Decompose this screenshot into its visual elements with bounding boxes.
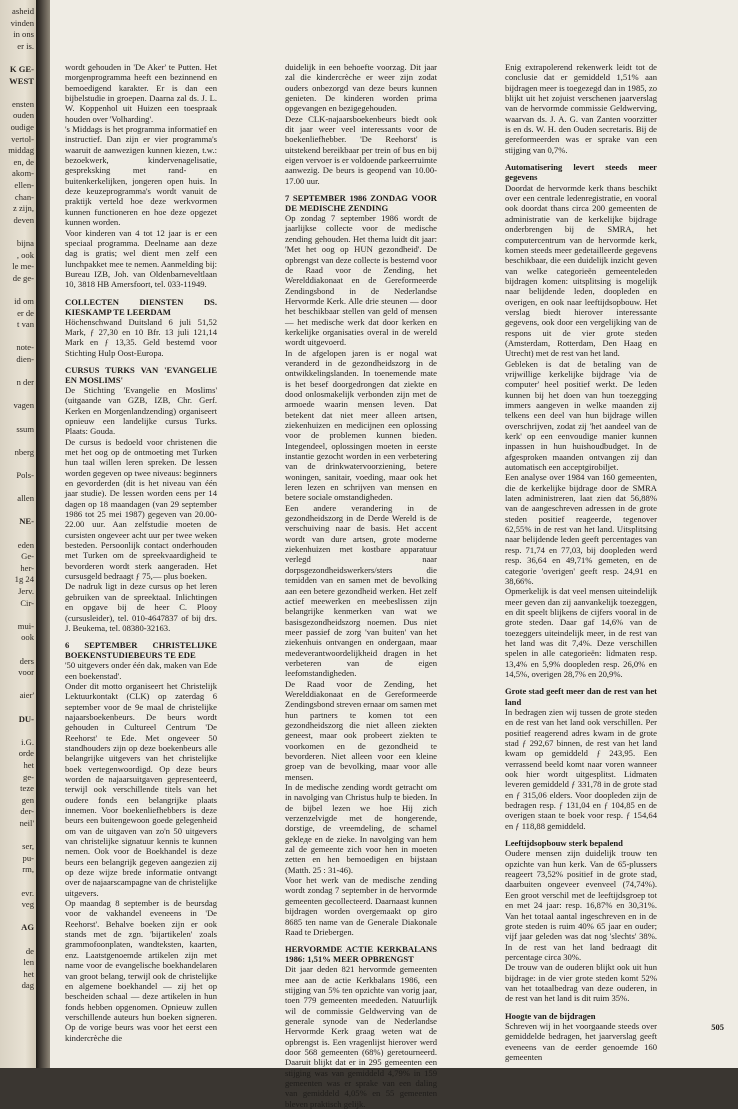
book-gutter (36, 0, 50, 1068)
prev-page-fragment: akom- (12, 168, 34, 179)
prev-page-fragment: dien- (16, 354, 34, 364)
prev-page-fragment: i.G. (21, 736, 34, 747)
column-3 (505, 62, 657, 1062)
section-heading: 6 SEPTEMBER CHRISTELIJKE BOEKENSTUDIEBEURS TE EDE (65, 640, 217, 661)
prev-page-fragment: neil' (19, 818, 34, 828)
prev-page-fragment: middag (8, 145, 34, 156)
prev-page-fragment: oudige (10, 122, 34, 132)
prev-page-fragment: ellen- (14, 180, 34, 190)
prev-page-fragment: n der (16, 377, 34, 388)
prev-page-fragment: rm, (22, 864, 34, 875)
prev-page-fragment: voor (18, 667, 34, 678)
paragraph: In de medische zending wordt getracht om in navolging van Christus hulp te bieden. In de bijbel lezen we hoe Hij zich verzenzelvigde met de hongerende, dorstige, de vreemdeling, de schamel gekleде en de zieke. In navolging van hem zal de gemeente zich voor hen in moeten zetten en hen bemoedigen en bijstaan (Matth. 25 : 31-46). (285, 782, 437, 875)
prev-page-fragment: NE- (19, 516, 34, 527)
prev-page-fragment: le me- (12, 261, 34, 272)
prev-page-fragment: chan- (14, 191, 34, 202)
column-2 (285, 62, 437, 1109)
prev-page-fragment: ser, (22, 841, 34, 852)
paragraph: Höchenschwand Duitsland 6 juli 51,52 Mark, ƒ 27,30 en 10 Bfr. 13 juli 121,14 Mark en ƒ 13,35. Geld bestemd voor Stichting Hulp Oost-Europa. (65, 316, 217, 358)
prev-page-fragment: t van (17, 319, 34, 330)
previous-page-edge (0, 0, 36, 1068)
prev-page-fragment: en, de (13, 156, 34, 167)
paragraph: Deze CLK-najaarsboekenbeurs biedt ook dit jaar weer veel interessants voor de boekenliefhebber. 'De Reehorst' is uitstekend bereikbaar per trein of bus en bij eigen vervoer is er voldoende parkeerruimte aanwezig. De beurs is geopend van 10.00-17.00 uur. (285, 113, 437, 186)
prev-page-fragment: de (25, 945, 34, 956)
section-heading: COLLECTEN DIENSTEN DS. KIESKAMP TE LEERDAM (65, 296, 217, 317)
paragraph: Oudere mensen zijn duidelijk trouw ten opzichte van hun kerk. Van de 65-plussers reageert 73,52% positief in de grote stad, daarbuiten ongeveer evenveel (74,74%). Een groot verschil met de leeftijdsgroep tot en met 24 jaar: resp. 16,87% en 30,31%. Van het totaal aantal ingeschreven en in de grote steden is ruim 40% 65 jaar en ouder; vijf jaar geleden was dat nog 'slechts' 38%. In de rest van het land bedraagt dit percentage circa 30%. (505, 848, 657, 962)
prev-page-fragment: deven (13, 214, 34, 225)
column-1 (65, 62, 217, 1043)
paragraph: Op zondag 7 september 1986 wordt de jaarlijkse collecte voor de medische zending gehouden. Het thema luidt dit jaar: 'Met het oog op HUN gezondheid'. De opbrengst van deze collecte is bestemd voor de Raad voor de Zending, het Werelddiakonaat en de Gereformeerde Zendingsbond in de Nederlandse Hervormde Kerk. Alle drie steunen — door het beschikbaar stellen van geld of mensen — het medische werk dat door kerken en kerkelijke organisaties overal in de wereld wordt uitgevoerd. (285, 213, 437, 348)
prev-page-fragment: de ge- (12, 272, 34, 283)
paragraph: Een analyse over 1984 van 160 gemeenten, die de kerkelijke bijdrage door de SMRA laten administreren, laat zien dat 56,88% van de aangeschreven adressen in de grote steden positief reageerde, tegenover 62,55% in de rest van het land. Uitsplitsing naar belijdende leden geeft percentages van resp. 71,74 en 77,03, bij doopleden werd resp. 36,64 en 49,71% gemeten, en de categorie 'overigen' geeft resp. 24,91 en 38,66%. (505, 472, 657, 586)
paragraph: In de afgelopen jaren is er nogal wat veranderd in de gezondheidszorg in de ontwikkelingslanden. In toenemende mate is het besef doorgedrongen dat ziekte en dood onlosmakelijk verbonden zijn met de armoede waarin mensen leven. Dat betekent dat niet meer alleen artsen, ziekenhuizen en medicijnen een oplossing voor de problemen kunnen bieden. Integendeel, oplossingen moeten in eerste instantie gezocht worden in een verbetering van de drinkwatervoorziening, betere woningen, sanitair, voeding, maar ook het leren lezen en schrijven van mensen en betere sociale omstandigheden. (285, 347, 437, 503)
prev-page-fragment: pu- (22, 852, 34, 863)
prev-page-fragment: allen (17, 493, 34, 504)
paragraph: De cursus is bedoeld voor christenen die met het oog op de ontmoeting met Turken hun taal willen leren spreken. De lessen worden gegeven op twee niveaus: beginners en gevorderden (dit is het niveau van één jaar studie). De lessen worden eens per 14 dagen op 18 maandagen (van 29 september 1986 tot 25 mei 1987) gegeven van 20.00-22.00 uur. Aan zelfstudie moeten de cursisten ongeveer acht uur per twee weken besteden. Persoonlijk contact onderhouden met Turken om de spreekvaardigheid te bevorderen wordt sterk aangeraden. Het cursusgeld bedraagt ƒ 75,— plus boeken. (65, 436, 218, 582)
prev-page-fragment: Pols- (16, 470, 34, 480)
paragraph: Een andere verandering in de gezondheidszorg in de Derde Wereld is de verschuiving naar de basis. Het accent wordt van dure artsen, grote moderne ziekenhuizen met kostbare apparatuur verlegd naar dorpsgezondheidswerkers/sters die temidden van en samen met de bevolking aan een betere gezondheid werken. Het zelf actief meewerken en meebeslissen zijn belangrijke kenmerken van wat we basisgezondheidszorg noemen. Dus niet meer passief de zorg 'van buiten' van het ziekenhuis ontvangen en ondergaan, maar medeverantwoordelijkheid dragen in het verbeteren van de eigen leefomstandigheden. (285, 502, 437, 679)
prev-page-fragment: vagen (13, 400, 34, 411)
prev-page-fragment: note- (16, 342, 34, 353)
prev-page-fragment: er de (17, 307, 34, 318)
paragraph: In bedragen zien wij tussen de grote steden en de rest van het land ook verschillen. Per positief reagerend adres kwam in de grote stad ƒ 292,67 binnen, de rest van het land kwam op gemiddeld ƒ 243,95. Een verrassend beeld komt naar voren wanneer ook hier wordt uitgesplitst. Lidmaten leveren gemiddeld ƒ 331,78 in de grote stad en ƒ 315,06 elders. Voor doopleden zijn de bedragen resp. ƒ 131,04 en ƒ 104,85 en de overigen staan te boek voor resp. ƒ 154,64 en ƒ 118,88 gemiddeld. (505, 706, 657, 831)
prev-page-fragment: ook (21, 632, 34, 643)
prev-page-fragment: het (23, 968, 34, 979)
prev-page-fragment: ensten (12, 98, 34, 109)
prev-page-fragment: aier' (19, 690, 34, 701)
paragraph: '50 uitgevers onder één dak, maken van Ede een boekenstad'. (65, 660, 217, 681)
prev-page-fragment: Ge- (21, 551, 34, 562)
paragraph: Onder dit motto organiseert het Christelijk Lektuurkontakt (CLK) op zaterdag 6 september voor de 9e maal de christelijke najaarsboekenbeurs. De beurs wordt gehouden in Cultureel Centrum 'De Reehorst' te Ede. Met ongeveer 50 standhouders zijn op deze boekenbeurs alle belangrijke uitgevers van het christelijke boek vertegenwoordigd. Op deze beurs worden de najaarsuitgaven gepresenteerd, terwijl ook verschillende titels van het oudere fonds een belangrijke plaats innemen. Voor boekenliefhebbers is deze beurs een buitengewoon goede gelegenheid om van de uitgaven van zo'n 50 uitgevers van christelijke signatuur kennis te kunnen nemen. Ook voor de Boekhandel is deze beurs een belangrijk gegeven aangezien zij op deze wijze brede informatie ontvangt over de najaarscampagne van de christelijke uitgevers. (65, 680, 217, 898)
paragraph: Doordat de hervormde kerk thans beschikt over een centrale ledenregistratie, en vooral ook doordat thans circa 200 gemeenten de administratie van de kerkelijke bijdrage onderbrengen bij de SMRA, het computercentrum van de hervormde kerk, komen steeds meer gedetailleerde gegevens beschikbaar, die een duidelijk inzicht geven van welke categorieën gemeenteleden bijdragen komen: uitsplitsing is mogelijk naar belijdende leden, doopleden en overigen, en ook naar leeftijdsopbouw. Het verslag biedt hierover interessante gegevens, ook door een vergelijking van de respons uit de vier grote steden (Amsterdam, Rotterdam, Den Haag en Utrecht) met de rest van het land. (505, 182, 657, 359)
section-heading: CURSUS TURKS VAN 'EVANGELIE EN MOSLIMS' (65, 364, 217, 385)
prev-page-fragment: AG (21, 922, 34, 933)
prev-page-fragment: id om (14, 296, 34, 306)
prev-page-fragment: K GE- (9, 64, 34, 74)
sub-heading: Leeftijdsopbouw sterk bepalend (505, 838, 623, 849)
prev-page-fragment: mui- (17, 620, 34, 631)
section-heading: HERVORMDE ACTIE KERKBALANS 1986: 1,51% MEER OPBRENGST (285, 944, 437, 965)
paragraph: Op maandag 8 september is de beursdag voor de vakhandel eveneens in 'De Reehorst'. Behalve boeken zijn er ook stands met de zgn. 'bijartikelen' zoals grammofoonplaten, wandteksten, kaarten, enz. Laatstgenoemde artikelen zijn met name voor de evangelische boekhandelaren van groot belang, terwijl ook de christelijke en algemene boekhandel — zij het op bescheiden schaal — deze artikelen in hun fonds hebben opgenomen. Opnieuw zullen verschillende auteurs hun boeken signeren. Op de vorige beurs was voor het eerst een kindercrèche die (65, 898, 217, 1043)
prev-page-fragment: Cir- (20, 597, 34, 608)
sub-heading: Grote stad geeft meer dan de rest van het land (505, 686, 657, 707)
paragraph: Schreven wij in het voorgaande steeds over gemiddelde bedragen, het jaarverslag geeft eveneens van de eerder genoemde 160 gemeenten (505, 1020, 657, 1062)
prev-page-fragment: nberg (14, 446, 34, 457)
prev-page-fragment: veg (21, 899, 34, 910)
prev-page-fragment: ouden (12, 110, 34, 121)
section-heading: 7 SEPTEMBER 1986 ZONDAG VOOR DE MEDISCHE ZENDING (285, 193, 437, 214)
paragraph: Enig extrapolerend rekenwerk leidt tot de conclusie dat er gemiddeld 1,51% aan bijdragen meer is toegezegd dan in 1985, zo blijkt uit het zojuist verschenen jaarverslag van de hervormde commissie Geldwerving, waarvan ds. J. A. G. van Zanten voorzitter is en ds. W. H. den Ouden secretaris. Bij de gereformeerden was er sprake van een stijging van 0,7%. (505, 62, 657, 155)
prev-page-fragment: z zijn, (13, 203, 34, 214)
prev-page-fragment: , ook (16, 249, 34, 260)
paragraph: De trouw van de ouderen blijkt ook uit hun bijdrage: in de vier grote steden komt 52% van het totaalbedrag van deze ouderen, in de rest van het land is dit ruim 35%. (505, 962, 657, 1004)
prev-page-fragment: Jerv. (18, 586, 34, 596)
prev-page-fragment: WEST (9, 75, 34, 86)
paragraph: wordt gehouden in 'De Aker' te Putten. Het morgenprogramma heeft een bezinnend en bemoedigend karakter. Er is dan een bijbelstudie in groepen. Daarna zal ds. J. L. W. Koppenhol uit Huizen een toespraak houden over 'Volharding'. (65, 62, 217, 124)
prev-page-fragment: der- (20, 806, 34, 817)
prev-page-fragment: gen (21, 794, 34, 805)
prev-page-fragment: 1g 24 (14, 574, 34, 585)
prev-page-fragment: bijna (16, 238, 34, 248)
sub-heading: Automatisering levert steeds meer gegevens (505, 162, 657, 183)
prev-page-fragment: ders (19, 655, 34, 666)
prev-page-fragment: in ons (13, 29, 34, 40)
paragraph: Gebleken is dat de betaling van de vrijwillige kerkelijke bijdrage 'via de computer' heel positief werkt. De leden kunnen bij het doen van hun toezegging immers aangeven in welke maanden zij telkens een deel van hun bijdrage willen overschrijven, zodat zij 'het aandeel van de kerk' op een eenvoudige manier kunnen inpassen in hun huishoudbudget. In de afgesproken maanden ontvangen zij dan automatisch een acceptgirobiljet. (505, 358, 657, 473)
paragraph: Opmerkelijk is dat veel mensen uiteindelijk meer geven dan zij aanvankelijk toezeggen, en dit speelt blijkens de cijfers vooral in de grote steden. Daar gaf 14,6% van de toezeggers uiteindelijk meer, in de rest van het land was dit 7,4%. Deze verschillen spelen in alle categorieën: lidmaten resp. 13,4% en 5,9% doopleden resp. 26,0% en 14,5%, overigen 28,7% en 20,9%. (505, 586, 657, 679)
prev-page-fragment: het (23, 760, 34, 770)
sub-heading: Hoogte van de bijdragen (505, 1010, 596, 1021)
prev-page-fragment: orde (18, 748, 34, 759)
prev-page-fragment: vertol- (11, 133, 34, 144)
prev-page-fragment: er is. (17, 40, 34, 51)
prev-page-fragment: len (23, 957, 34, 968)
paragraph: De Raad voor de Zending, het Werelddiakonaat en de Gereformeerde Zendingsbond streven ernaar om samen met hun partners te komen tot een gezondheidszorg die niet alleen ziekten geneest, maar ook probeert ziekten te voorkomen en de gezondheid te bevorderen. Niet alleen voor een kleine groep van de bevolking, maar voor alle mensen. (285, 678, 438, 782)
paragraph: De Stichting 'Evangelie en Moslims' (uitgaande van GZB, IZB, Chr. Gerf. Kerken en Morgenlandzending) organiseert opnieuw een landelijke cursus Turks. Plaats: Gouda. (65, 384, 217, 437)
page-number: 505 (711, 1022, 724, 1032)
prev-page-fragment: ssum (16, 423, 34, 434)
paragraph: 's Middags is het programma informatief en instructief. Dan zijn er vier programma's waaruit de aanwezigen kunnen kiezen, t.w.: bezoekwerk, kindervenagelisatie, gespreksking met rand- en buitenkerkelijken, jongeren open huis. In deze keuzeprogramma's wordt vanuit de praktijk verteld hoe deze werkvormen kunnen functioneren en hoe deze opgezet kunnen worden. (65, 124, 217, 228)
paragraph: Voor kinderen van 4 tot 12 jaar is er een speciaal programma. Deelname aan deze dag is gratis; wel dient men zelf een lunchpakket mee te nemen. Aanmelding bij: Bureau IZB, Joh. van Oldenbarneveltlaan 10, 3818 HB Amersfoort, tel. 033-11949. (65, 227, 217, 290)
prev-page-fragment: teze (20, 783, 34, 794)
prev-page-fragment: eden (17, 539, 34, 550)
page (50, 0, 738, 1109)
prev-page-fragment: vinden (10, 17, 34, 28)
paragraph: Voor het werk van de medische zending wordt zondag 7 september in de hervormde gemeenten gecollecteerd. Daarnaast kunnen bijdragen worden overgemaakt op giro 8685 ten name van de Generale Diakonale Raad te Driebergen. (285, 875, 437, 937)
prev-page-fragment: DU- (18, 713, 34, 724)
prev-page-fragment: her- (20, 562, 34, 573)
prev-page-fragment: dag (21, 980, 34, 991)
paragraph: duidelijk in een behoefte voorzag. Dit jaar zal die kindercrèche er weer zijn zodat ouders onbezorgd van deze beurs kunnen genieten. De kinderen worden prima opgevangen en bezigegehouden. (285, 62, 437, 114)
paragraph: De nadruk ligt in deze cursus op het leren gebruiken van de spreektaal. Inlichtingen en opgave bij de heer C. Plooy (cursusleider), tel. 010-4647837 of bij drs. J. Beukema, tel. 08380-32163. (65, 581, 217, 633)
paragraph: Dit jaar deden 821 hervormde gemeenten mee aan de actie Kerkbalans 1986, een stijging van 5% ten opzichte van vorig jaar, toen 779 gemeenten meededen. Natuurlijk wil de commissie Geldwerving van de generale synode van de Nederlandse Hervormde Kerk graag weten wat de opbrengst is. Een vragenlijst hierover werd door 568 gemeenten (68%) geretourneerd. Daaruit blijkt dat er in 295 gemeenten een stijging was van gemiddeld 4,79% in 159 gemeenten was er sprake van een daling van gemiddeld 4,05% en 55 gemeenten bleven praktisch gelijk. (285, 964, 437, 1109)
prev-page-fragment: evr. (21, 887, 34, 898)
prev-page-fragment: asheid (12, 6, 34, 16)
prev-page-fragment: ge- (23, 771, 34, 782)
